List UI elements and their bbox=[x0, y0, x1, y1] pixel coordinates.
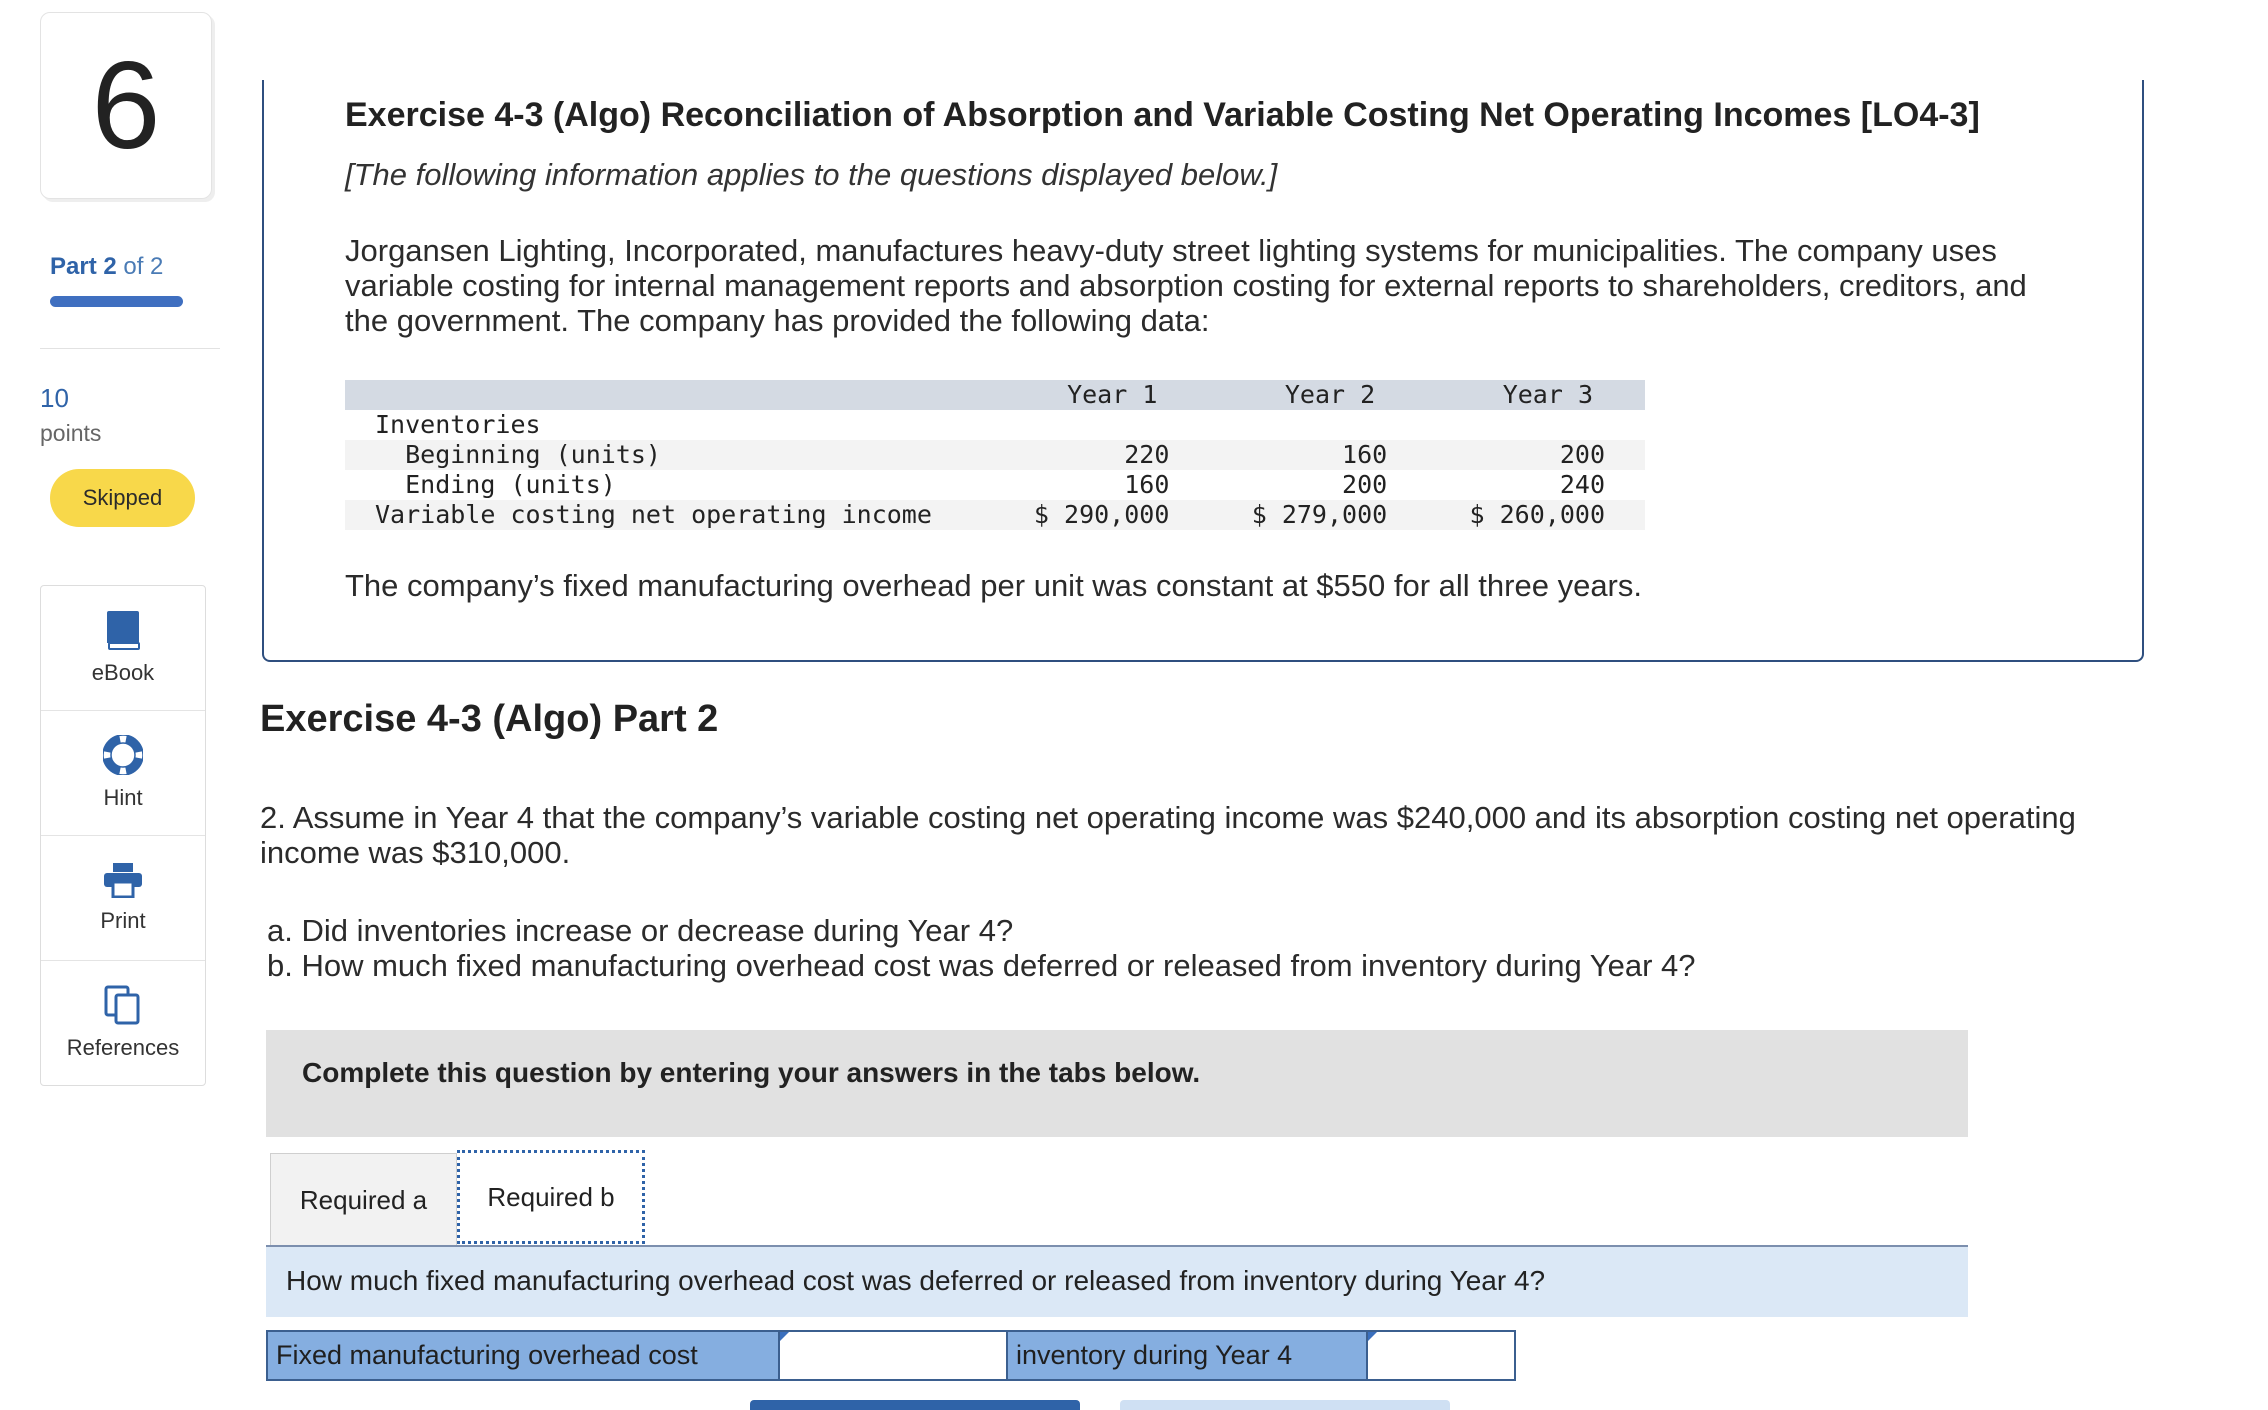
points-value: 10 bbox=[40, 383, 69, 413]
next-required-button[interactable] bbox=[1120, 1400, 1450, 1410]
tools-panel bbox=[40, 585, 206, 1086]
book-icon bbox=[106, 610, 140, 650]
answer-cell-2[interactable] bbox=[1366, 1332, 1510, 1379]
tab-required-a[interactable]: Required a bbox=[270, 1153, 457, 1246]
status-badge: Skipped bbox=[50, 469, 195, 527]
table-row-label: Beginning (units) bbox=[345, 440, 1008, 470]
question-number: 6 bbox=[40, 12, 212, 199]
table-header-row bbox=[345, 380, 1645, 410]
table-row bbox=[345, 410, 1645, 440]
inventory-data-table bbox=[345, 380, 1645, 530]
answer-cell-1[interactable] bbox=[778, 1332, 1008, 1379]
printer-icon bbox=[103, 862, 143, 898]
print-label: Print bbox=[100, 908, 146, 933]
table-cell bbox=[1427, 410, 1645, 440]
part-label-bold: Part 2 bbox=[50, 253, 117, 280]
table-row bbox=[345, 440, 1645, 470]
rail-divider bbox=[40, 348, 220, 349]
table-cell: 200 bbox=[1427, 440, 1645, 470]
instruction-banner bbox=[266, 1030, 1968, 1137]
table-cell: $ 260,000 bbox=[1427, 500, 1645, 530]
info-paragraph: Jorgansen Lighting, Incorporated, manufactures heavy-duty street lighting systems for municipalities. The company uses variable costing for internal management reports and absorption costing for external reports to shareholders, creditors, and the government. The company has provided the following data: bbox=[345, 233, 2027, 338]
table-cell bbox=[1008, 410, 1210, 440]
answer-label-2: inventory during Year 4 bbox=[1008, 1332, 1366, 1379]
input-marker-icon bbox=[1368, 1332, 1377, 1341]
info-note: [The following information applies to the questions displayed below.] bbox=[345, 157, 1278, 192]
exercise-title: Exercise 4-3 (Algo) Reconciliation of Absorption and Variable Costing Net Operating Incomes [LO4-3] bbox=[345, 96, 1980, 134]
table-row bbox=[345, 470, 1645, 500]
tab-question-band bbox=[266, 1247, 1968, 1317]
table-cell: 240 bbox=[1559, 470, 1605, 499]
part-indicator bbox=[50, 253, 163, 281]
answer-select-1[interactable] bbox=[780, 1332, 1006, 1379]
prev-required-button[interactable] bbox=[750, 1400, 1080, 1410]
references-button[interactable] bbox=[41, 961, 205, 1085]
table-header-cell: Year 2 bbox=[1209, 380, 1427, 410]
table-cell: 220 bbox=[1008, 440, 1210, 470]
part-progress-bar bbox=[50, 296, 183, 307]
question-text: 2. Assume in Year 4 that the company’s variable costing net operating income was $240,000 and its absorption costing net operating income was $310,000. bbox=[260, 800, 2076, 870]
answer-label-1: Fixed manufacturing overhead cost bbox=[268, 1332, 778, 1379]
part-title: Exercise 4-3 (Algo) Part 2 bbox=[260, 698, 719, 740]
part-label-rest: of 2 bbox=[116, 253, 164, 280]
table-cell: $ 290,000 bbox=[1008, 500, 1210, 530]
tab-question-text: How much fixed manufacturing overhead cost was deferred or released from inventory during Year 4? bbox=[286, 1265, 1546, 1296]
table-row bbox=[345, 500, 1645, 530]
table-header-cell: Year 3 bbox=[1427, 380, 1645, 410]
points-label: points bbox=[40, 420, 102, 446]
table-cell: 200 bbox=[1342, 470, 1388, 499]
lifebuoy-icon bbox=[103, 735, 143, 775]
table-cell: 160 bbox=[1124, 470, 1170, 499]
references-label: References bbox=[66, 1035, 180, 1060]
copy-icon bbox=[104, 985, 142, 1025]
table-header-cell bbox=[345, 380, 1008, 410]
ebook-label: eBook bbox=[91, 660, 155, 685]
table-cell: 160 bbox=[1209, 440, 1427, 470]
table-cell: $ 279,000 bbox=[1209, 500, 1427, 530]
hint-label: Hint bbox=[103, 785, 143, 810]
hint-button[interactable] bbox=[41, 711, 205, 836]
instruction-text: Complete this question by entering your answers in the tabs below. bbox=[302, 1057, 1201, 1088]
tab-required-b[interactable]: Required b bbox=[457, 1150, 645, 1244]
overhead-note: The company’s fixed manufacturing overhead per unit was constant at $550 for all three years. bbox=[345, 568, 1642, 603]
table-row-label: Inventories bbox=[375, 410, 541, 439]
answer-row bbox=[266, 1330, 1516, 1381]
part-progress-fill bbox=[50, 296, 183, 307]
table-cell bbox=[1209, 410, 1427, 440]
subquestion-b: b. How much fixed manufacturing overhead cost was deferred or released from inventory during Year 4? bbox=[267, 948, 1696, 983]
table-row-label: Variable costing net operating income bbox=[345, 500, 1008, 530]
print-button[interactable] bbox=[41, 836, 205, 961]
answer-input-2[interactable] bbox=[1368, 1332, 1510, 1379]
ebook-button[interactable] bbox=[41, 586, 205, 711]
subquestion-a: a. Did inventories increase or decrease during Year 4? bbox=[267, 913, 1014, 948]
table-header-cell: Year 1 bbox=[1008, 380, 1210, 410]
dropdown-marker-icon bbox=[780, 1332, 789, 1341]
table-row-label: Ending (units) bbox=[375, 470, 616, 499]
